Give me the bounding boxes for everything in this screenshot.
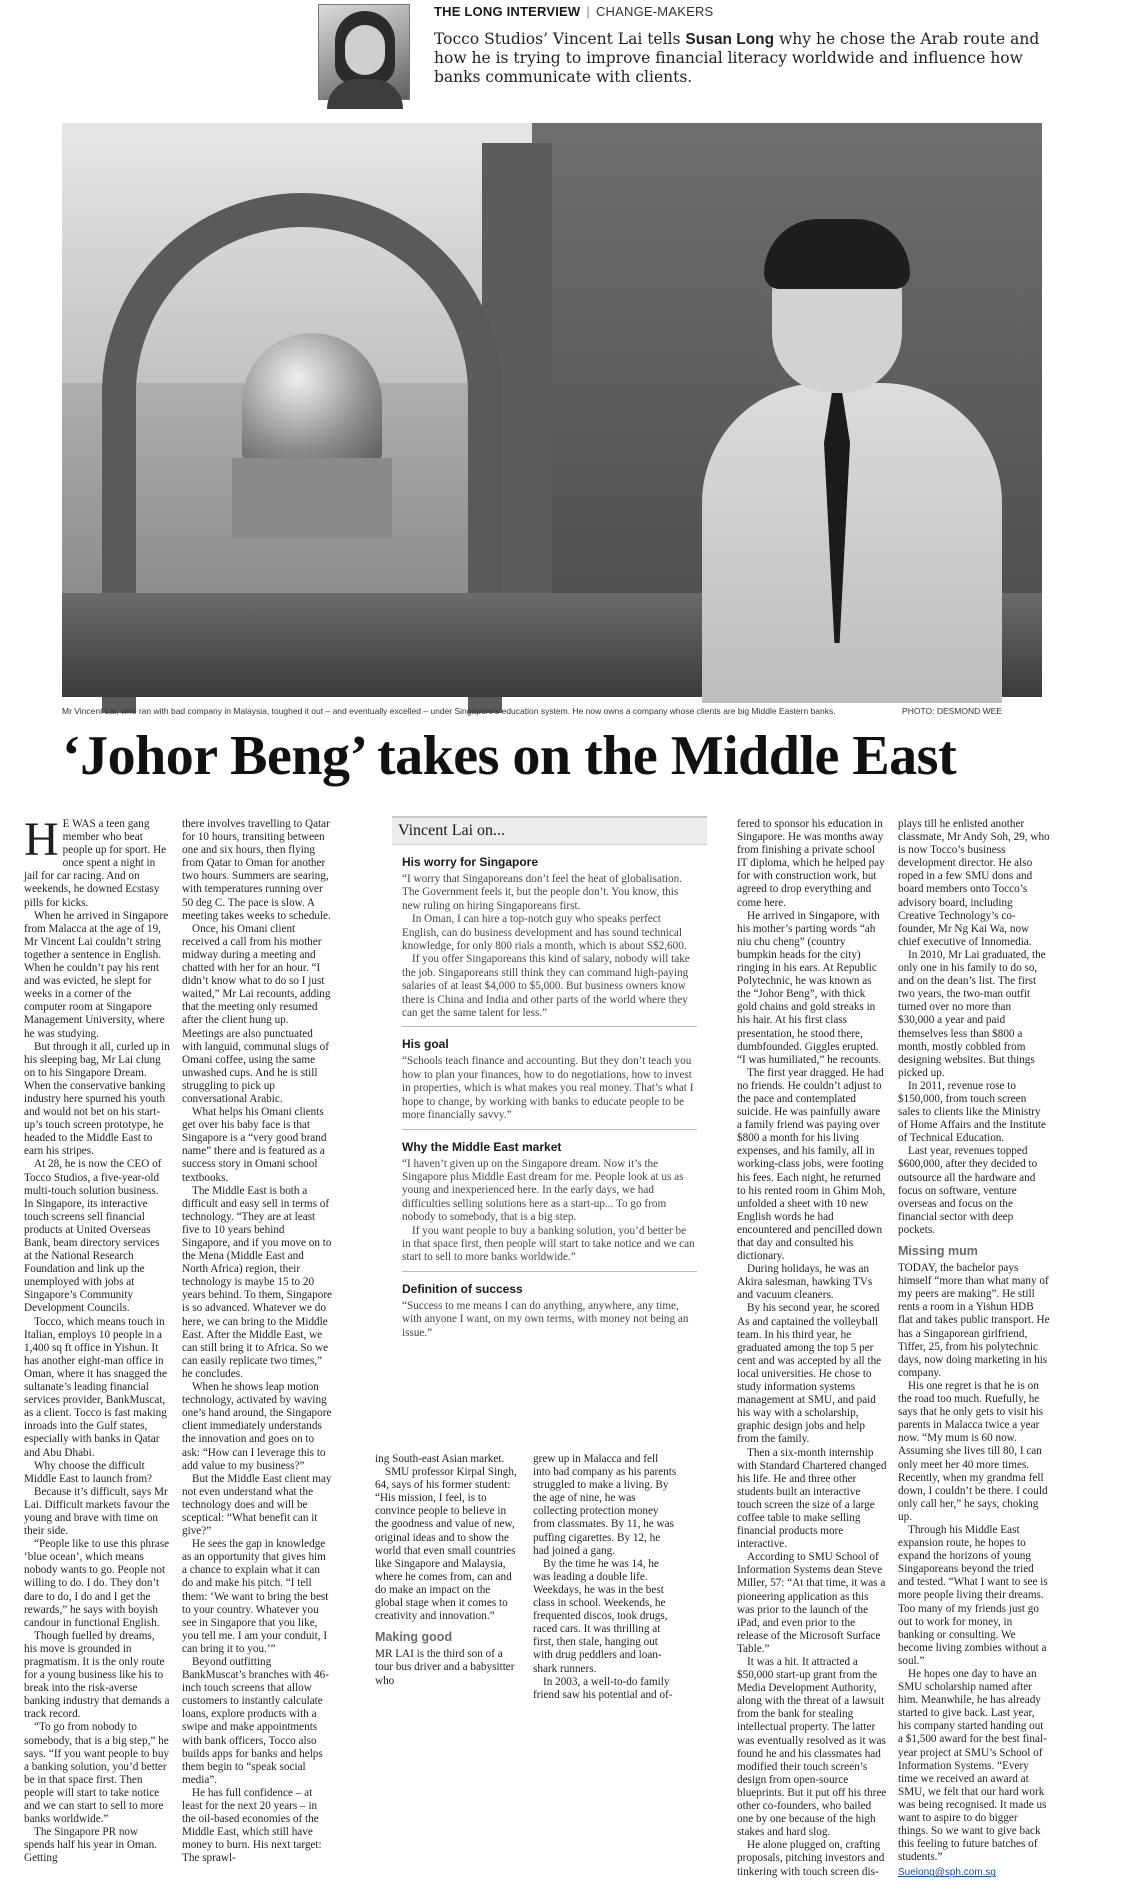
sidebar-divider	[402, 1129, 697, 1130]
article-column-5	[737, 818, 887, 1878]
paragraph: According to SMU School of Information Systems dean Steve Miller, 57: “At that time, it was a pioneering application as this was prior to the launch of the iPad, and even prior to the release of the Microsoft Surface Table.”	[737, 1551, 886, 1655]
paragraph: The Middle East is both a difficult and easy sell in terms of technology. “They are at least five to 10 years behind Singapore, and if you move on to the Mena (Middle East and North Africa) region, their technology is maybe 15 to 20 years behind. To them, Singapore is so advanced. Whatever we do here, we can bring to the Middle East. After the Middle East, we can still bring it to Africa. So we can easily replicate two times,” he concludes.	[182, 1184, 333, 1380]
sidebar-divider	[402, 1026, 697, 1027]
paragraph: The Singapore PR now spends half his year in Oman. Getting	[24, 1826, 157, 1865]
article-column-4	[533, 1453, 678, 1828]
caption-text: Mr Vincent Lai, who ran with bad company in Malaysia, toughed it out – and eventually excelled – under Singapore’s education system. He now owns a company whose clients are big Middle Eastern banks.	[62, 706, 836, 716]
column-6-body-after	[898, 1262, 1050, 1864]
paragraph: Though fuelled by dreams, his move is grounded in pragmatism. It is the only route for a young business like his to break into the risk-averse banking industry that demands a track record.	[24, 1629, 170, 1721]
paragraph: In 2011, revenue rose to $150,000, from touch screen sales to clients like the Ministry of Home Affairs and the Institute of Technical Education.	[898, 1079, 1046, 1145]
paragraph: He has full confidence – at least for the next 20 years – in the oil-based economies of the Middle East, which still have money to burn. His next target: The sprawl-	[182, 1786, 322, 1865]
subhead-making-good: Making good	[375, 1630, 453, 1645]
paragraph: Why choose the difficult Middle East to launch from?	[24, 1459, 153, 1485]
paragraph: He arrived in Singapore, with his mother’s parting words “ah niu chu cheng” (country bumpkin heads for the city) ringing in his ears. At Republic Polytechnic, he was known as the “Johor Beng”, with thick gold chains and gold streaks in his hair. At his first class presentation, he stood there, dumbfounded. Giggles erupted. “I was humiliated,” he recounts.	[737, 909, 882, 1066]
author-email-link[interactable]: Suelong@sph.com.sg	[898, 1867, 996, 1879]
sidebar-body	[402, 855, 697, 1340]
paragraph: What helps his Omani clients get over his baby face is that Singapore is a “very good brand name” there and is featured as a success story in Omani school textbooks.	[182, 1106, 327, 1184]
column-3-body	[375, 1453, 520, 1623]
paragraph: “To go from nobody to somebody, that is a big step,” he says. “If you want people to buy a banking solution, you’d better be in that space first. Then people will start to take notice and we can start to sell to more banks worldwide.”	[24, 1721, 170, 1826]
photo-caption	[62, 706, 1042, 716]
sidebar-heading: His goal	[402, 1037, 449, 1052]
paragraph: When he arrived in Singapore from Malacca at the age of 19, Mr Vincent Lai couldn’t string together a sentence in English. When he couldn’t pay his rent and was evicted, he slept for weeks in a corner of the computer room at Singapore Management University, where he was studying.	[24, 909, 169, 1040]
paragraph: Last year, revenues topped $600,000, after they decided to outsource all the hardware and focus on software, venture overseas and focus on the financial sector with deep pockets.	[898, 1145, 1038, 1236]
column-2-body	[182, 818, 332, 1866]
column-1-body	[24, 813, 170, 1866]
paragraph: But through it all, curled up in his sleeping bag, Mr Lai clung on to his Singapore Dream. When the conservative banking industry here spurned his youth and would not bet on his start-up’s touch screen prototype, he headed to the Middle East to earn his stripes.	[24, 1040, 170, 1158]
paragraph: TODAY, the bachelor pays himself “more than what many of my peers are making”. He still rents a room in a Yishun HDB flat and takes public transport. He has a Singaporean girlfriend, Tiffer, 25, from his polytechnic days, now doing marketing in his company.	[898, 1262, 1050, 1379]
author-portrait	[318, 4, 410, 100]
article-column-6	[898, 818, 1050, 1879]
paragraph: MR LAI is the third son of a tour bus driver and a babysitter who	[375, 1648, 515, 1687]
lead-photo	[62, 123, 1042, 697]
sidebar-quote: “I haven’t given up on the Singapore dream. Now it’s the Singapore plus Middle East dream for me. People look at us as young and inexperienced here. In the early days, we had difficulties selling solutions here as a start-up... To go from nobody to somebody, that is a big step.	[402, 1157, 684, 1224]
paragraph: He hopes one day to have an SMU scholarship named after him. Meanwhile, he has already started to give back. Last year, his company started handing out a $1,500 award for the best final-year project at SMU’s School of Information Systems. “Every time we received an award at SMU, we felt that our hard work was being recognised. It made us want to aspire to do bigger things. So we want to give back this feeling to future batches of students.”	[898, 1668, 1047, 1864]
sidebar-quote: If you offer Singaporeans this kind of salary, nobody will take the job. Singaporeans still think they can command high-paying salaries of at least $4,000 to $5,000. But business owners know there is China and India and other parts of the world where they can get the same talent for less.”	[402, 953, 690, 1020]
column-3-body-after	[375, 1648, 520, 1687]
article-column-2	[182, 818, 333, 1865]
standfirst	[434, 30, 1074, 87]
section-kicker	[434, 4, 713, 19]
paragraph: Once, his Omani client received a call from his mother midway during a meeting and chatted with her for an hour. “I didn’t know what to do so I just waited,” Mr Lai recounts, adding that the meeting only resumed after the client hung up. Meetings are also punctuated with languid, communal slugs of Omani coffee, using the same unwashed cups. And he is still struggling to pick up conversational Arabic.	[182, 922, 331, 1105]
paragraph: He sees the gap in knowledge as an opportunity that gives him a chance to explain what it can do and make his pitch. “I tell them: ‘We want to bring the best to your country. Whatever you see in Singapore that you like, you tell me. I am your conduit, I can bring it to you.’”	[182, 1538, 329, 1655]
portrait-body	[327, 79, 403, 109]
photo-credit: PHOTO: DESMOND WEE	[902, 706, 1002, 716]
section-label: THE LONG INTERVIEW	[434, 4, 581, 19]
author-name: Susan Long	[685, 31, 775, 48]
portrait-face	[345, 25, 385, 75]
paragraph: E WAS a teen gang member who beat people up for sport. He once spent a night in jail for car racing. And on weekends, he downed Ecstasy pills for kicks.	[24, 818, 167, 909]
sidebar-heading: His worry for Singapore	[402, 855, 539, 869]
standfirst-post: why he chose the Arab route and how he is trying to improve financial literacy worldwide and influence how banks communicate with clients.	[434, 30, 1040, 86]
paragraph: It was a hit. It attracted a $50,000 start-up grant from the Media Development Authority, along with the threat of a lawsuit from the bank for stealing intellectual property. The latter was eventually resolved as it was found he and his classmates had modified their touch screen’s design from open-source blueprints. But it put off his three other co-founders, who bailed one by one because of the high stakes and hard slog.	[737, 1656, 887, 1839]
sidebar-quote: “I worry that Singaporeans don’t feel the heat of globalisation. The Government feels it, but the people don’t. You know, this new ruling on hiring Singaporeans first.	[402, 873, 683, 912]
series-label: CHANGE-MAKERS	[595, 4, 714, 19]
paragraph: grew up in Malacca and fell into bad company as his parents struggled to make a living. By the age of nine, he was collecting protection money from classmates. By 11, he was puffing cigarettes. By 12, he had joined a gang.	[533, 1453, 677, 1557]
sidebar-divider	[402, 1271, 697, 1272]
article-header	[318, 4, 1078, 102]
quote-sidebar	[392, 816, 707, 1426]
paragraph: When he shows leap motion technology, activated by waving one’s hand around, the Singapore client immediately understands the innovation and goes on to ask: “How can I leverage this to add value to my business?”	[182, 1381, 332, 1472]
paragraph: The first year dragged. He had no friends. He couldn’t adjust to the pace and contemplated suicide. He was painfully aware a family friend was paying over $800 a month for his living expenses, and his family, all in working-class jobs, were footing his fees. Each night, he returned to his rented room in Ghim Moh, unfolded a sheet with 10 new English words he had encountered and pencilled down that day and consulted his dictionary.	[737, 1066, 886, 1263]
sidebar-quote: “Success to me means I can do anything, anywhere, any time, with anyone I want, on my own terms, with money not being an issue.”	[402, 1299, 689, 1339]
kicker-separator: |	[586, 4, 590, 19]
sidebar-quote: “Schools teach finance and accounting. But they don’t teach you how to plan your finances, how to do negotiations, how to invest in properties, which is what makes you real money. That’s what I hope to change, by working with banks to educate people to be more financially savvy.”	[402, 1055, 694, 1122]
paragraph: At 28, he is now the CEO of Tocco Studios, a five-year-old multi-touch solution business. In Singapore, its interactive touch screens sell financial products at United Overseas Bank, beam directory services at the National Research Foundation and link up the unemployed with jobs at Singapore’s Community Development Councils.	[24, 1158, 162, 1315]
column-5-body	[737, 818, 887, 1879]
paragraph: plays till he enlisted another classmate, Mr Andy Soh, 29, who is now Tocco’s business development director. He also roped in a few SMU dons and board members onto Tocco’s advisory board, including Creative Technology’s co-founder, Mr Ng Kai Wa, now chief executive of Innomedia.	[898, 818, 1050, 948]
paragraph: fered to sponsor his education in Singapore. He was months away from finishing a private school IT diploma, which he helped pay for with construction work, but agreed to drop everything and come here.	[737, 818, 885, 909]
paragraph: During holidays, he was an Akira salesman, hawking TVs and vacuum cleaners.	[737, 1263, 873, 1302]
paragraph: Then a six-month internship with Standard Chartered changed his life. He and three other students built an interactive touch screen the size of a large coffee table to make selling financial products more interactive.	[737, 1446, 887, 1551]
photo-subject-hair	[764, 219, 910, 289]
standfirst-pre: Tocco Studios’ Vincent Lai tells	[434, 30, 686, 48]
paragraph: Beyond outfitting BankMuscat’s branches with 46-inch touch screens that allow customers to instantly calculate loans, explore products with a swipe and make appointments with bank officers, Tocco also builds apps for banks and helps them begin to “speak social media”.	[182, 1656, 329, 1786]
paragraph: But the Middle East client may not even understand what the technology does and will be sceptical: “What benefit can it give?”	[182, 1472, 332, 1538]
paragraph: SMU professor Kirpal Singh, 64, says of his former student: “His mission, I feel, is to convince people to believe in the goodness and value of new, original ideas and to show the world that even small countries like Singapore and Malaysia, where he comes from, can and do make an impact on the global stage when it comes to creativity and innovation.”	[375, 1466, 517, 1623]
paragraph: Tocco, which means touch in Italian, employs 10 people in a 1,400 sq ft office in Yishun. It has another eight-man office in Oman, where it has snagged the sultanate’s leading financial services provider, BankMuscat, as a client. Tocco is fast making inroads into the Gulf states, especially with banks in Qatar and Abu Dhabi.	[24, 1315, 167, 1459]
paragraph: By the time he was 14, he was leading a double life. Weekdays, he was in the best class in school. Weekends, he frequented discos, took drugs, raced cars. It was thrilling at first, then stale, hanging out with drug peddlers and loan-shark runners.	[533, 1557, 668, 1675]
paragraph: ing South-east Asian market.	[375, 1453, 505, 1465]
paragraph: He alone plugged on, crafting proposals, pitching investors and tinkering with touch screen dis-	[737, 1839, 885, 1878]
sidebar-heading: Why the Middle East market	[402, 1139, 562, 1154]
headline: ‘Johor Beng’ takes on the Middle East	[62, 725, 957, 787]
paragraph: Because it’s difficult, says Mr Lai. Difficult markets favour the young and brave with time on their side.	[24, 1485, 170, 1538]
column-6-body	[898, 818, 1050, 1237]
paragraph: By his second year, he scored As and captained the volleyball team. In his third year, he graduated among the top 5 per cent and was accepted by all the local universities. He chose to study information systems management at SMU, and paid his way with a scholarship, graphic design jobs and help from the family.	[737, 1302, 882, 1446]
paragraph: Through his Middle East expansion route, he hopes to expand the horizons of young Singaporeans beyond the tried and tested. “What I want to see is more people living their dreams. Too many of my friends just go out to work for money, in banking or consulting. We become living zombies without a soul.”	[898, 1523, 1048, 1667]
subhead-missing-mum: Missing mum	[898, 1244, 978, 1258]
sidebar-quote: In Oman, I can hire a top-notch guy who speaks perfect English, can do business development and has sound technical knowledge, for only 800 rials a month, which is about S$2,600.	[402, 913, 687, 953]
paragraph: In 2003, a well-to-do family friend saw his potential and of-	[533, 1675, 673, 1701]
photo-subject-body	[702, 383, 1002, 703]
sidebar-title: Vincent Lai on...	[392, 818, 707, 845]
paragraph: His one regret is that he is on the road too much. Ruefully, he says that he only gets to visit his parents in Malacca twice a year now. “My mum is 60 now. Assuming she lives till 80, I can only meet her 40 more times. Recently, when my grandma fell down, I couldn’t be there. I could only call her,” he says, choking up.	[898, 1379, 1048, 1523]
paragraph: In 2010, Mr Lai graduated, the only one in his family to do so, and on the dean’s list. The first two years, the two-man outfit turned over no more than $30,000 a year and paid themselves less than $800 a month, mostly cobbled from designing websites. But things picked up.	[898, 948, 1046, 1079]
paragraph: “People like to use this phrase ‘blue ocean’, which means nobody wants to go. People not willing to do. I do. They don’t dare to do, I do and I get the rewards,” he says with boyish candour in functional English.	[24, 1538, 170, 1629]
article-column-3	[375, 1453, 520, 1828]
article-column-1	[24, 813, 170, 1865]
sidebar-quote: If you want people to buy a banking solution, you’d better be in that space first, then people will start to take notice and we can start to sell to more banks worldwide.”	[402, 1224, 695, 1264]
paragraph: there involves travelling to Qatar for 10 hours, transiting between one and six hours, then flying from Qatar to Oman for another two hours. Summers are searing, with temperatures running over 50 deg C. The pace is slow. A meeting takes weeks to schedule.	[182, 818, 331, 922]
drop-cap: H	[24, 813, 59, 866]
column-4-body	[533, 1453, 678, 1702]
sidebar-heading: Definition of success	[402, 1281, 523, 1296]
